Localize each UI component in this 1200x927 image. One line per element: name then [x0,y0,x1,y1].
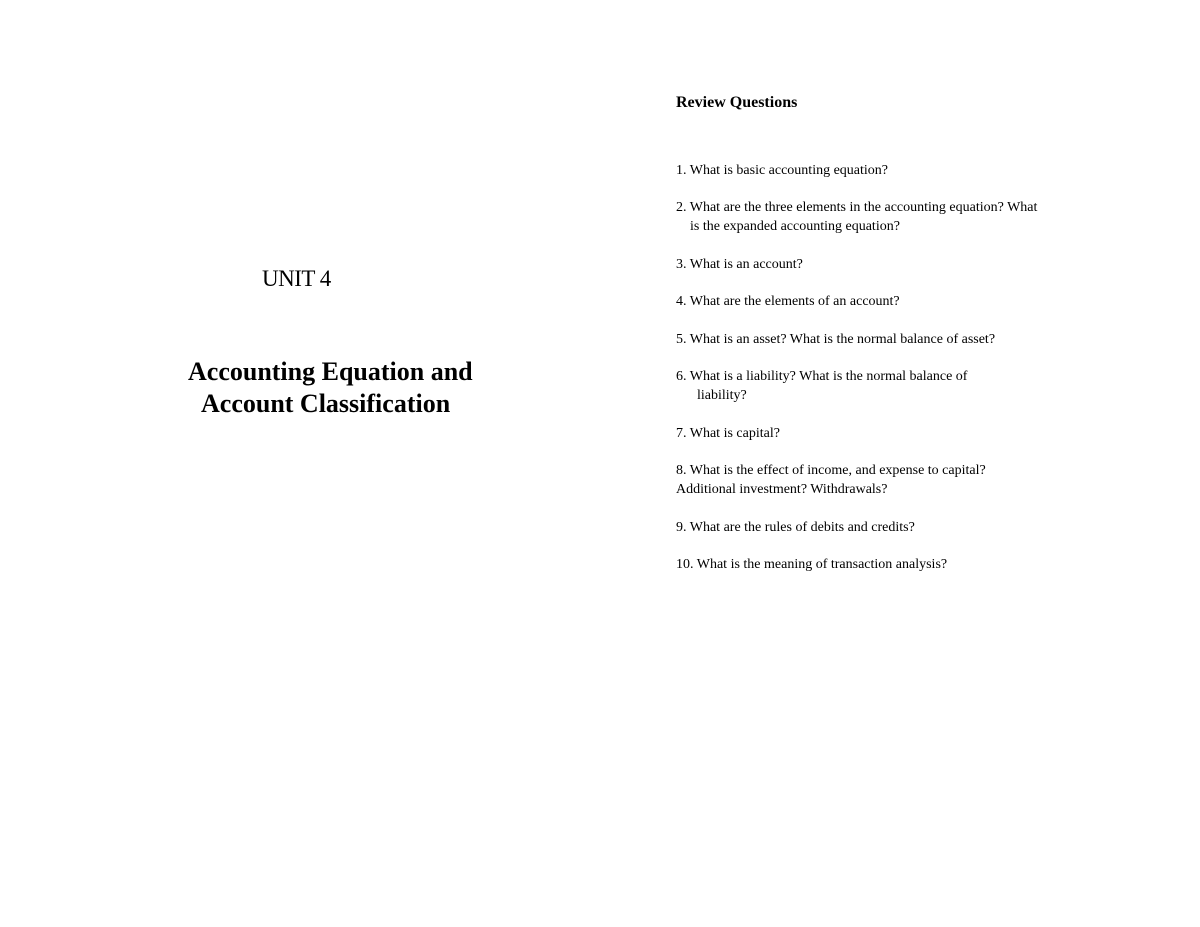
question-1 [676,161,888,180]
unit-title: UNIT 4 [262,266,331,291]
question-10-text: 10. What is the meaning of transaction analysis? [676,557,948,572]
question-7 [676,424,780,443]
question-6 [676,367,967,405]
question-5 [676,330,995,349]
question-7-text: 7. What is capital? [676,426,780,441]
chapter-title [188,356,518,420]
question-3 [676,255,803,274]
question-8-text: 8. What is the effect of income, and expense to capital? [676,463,986,478]
question-8-continuation: Additional investment? Withdrawals? [676,482,888,497]
question-5-text: 5. What is an asset? What is the normal balance of asset? [676,332,996,347]
question-1-text: 1. What is basic accounting equation? [676,163,889,178]
question-2-continuation: is the expanded accounting equation? [690,219,900,234]
question-6-text: 6. What is a liability? What is the normal balance of [676,369,968,384]
question-4-text: 4. What are the elements of an account? [676,294,900,309]
question-2 [676,198,1037,236]
question-4 [676,292,900,311]
question-2-text: 2. What are the three elements in the accounting equation? What [676,200,1038,215]
question-9-text: 9. What are the rules of debits and credits? [676,520,915,535]
question-3-text: 3. What is an account? [676,257,803,272]
right-page [600,0,1200,927]
chapter-title-line-1: Accounting Equation and [188,357,473,386]
chapter-title-line-2: Account Classification [201,389,451,418]
question-10 [676,555,947,574]
question-6-continuation: liability? [697,388,747,403]
question-9 [676,518,915,537]
review-questions-heading: Review Questions [676,94,798,111]
question-8 [676,461,986,499]
